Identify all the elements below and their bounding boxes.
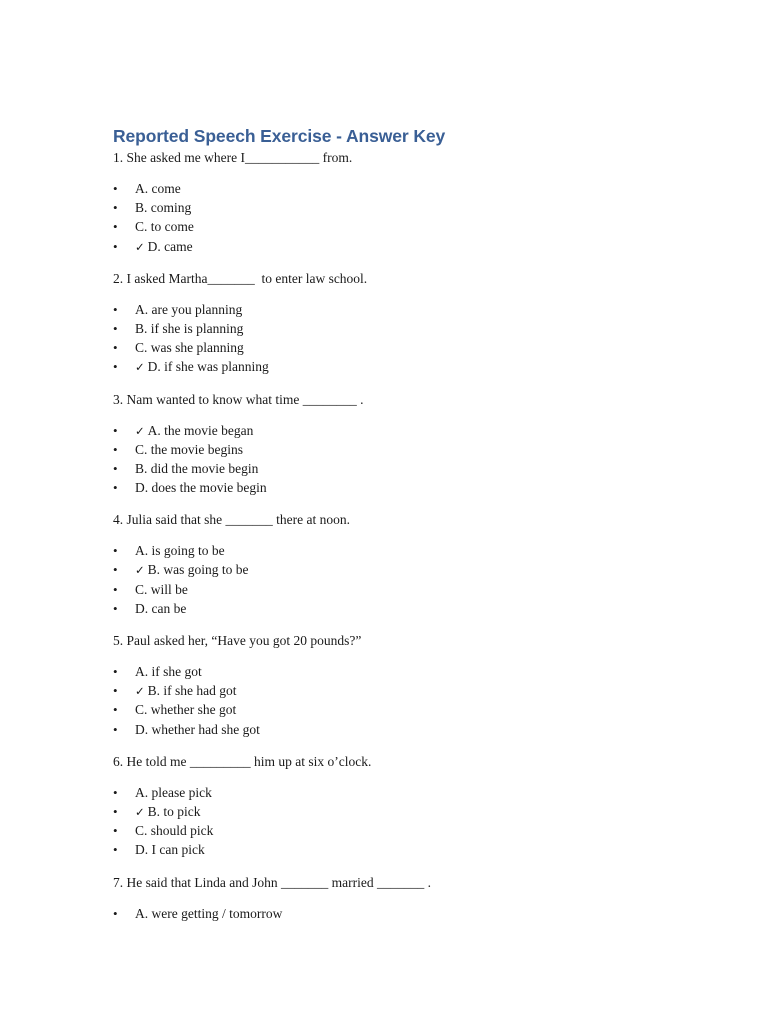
answer-option (113, 237, 713, 256)
bullet-icon: • (113, 422, 118, 438)
check-mark-icon: ✓ (135, 360, 145, 375)
bullet-icon: • (113, 301, 118, 317)
answer-options (113, 904, 713, 923)
answer-option (113, 681, 713, 700)
answer-option (113, 319, 713, 338)
answer-option-label: B. coming (135, 200, 192, 216)
bullet-icon: • (113, 238, 118, 254)
answer-option (113, 217, 713, 236)
answer-option-label: A. the movie began (147, 422, 254, 438)
bullet-icon: • (113, 543, 118, 559)
bullet-icon: • (113, 905, 118, 921)
answer-options (113, 179, 713, 256)
question-text: 2. I asked Martha_______ to enter law school. (113, 270, 368, 286)
answer-option (113, 904, 713, 923)
answer-option (113, 580, 713, 599)
answer-option-label: B. was going to be (147, 562, 249, 578)
bullet-icon: • (113, 562, 118, 578)
check-mark-icon: ✓ (135, 239, 145, 254)
answer-option (113, 720, 713, 739)
answer-option (113, 802, 713, 821)
answer-options (113, 662, 713, 739)
answer-option (113, 440, 713, 459)
bullet-icon: • (113, 200, 118, 216)
question-text: 6. He told me _________ him up at six o’clock. (113, 753, 372, 769)
answer-option-label: C. whether she got (135, 702, 237, 718)
answer-option (113, 840, 713, 859)
answer-option (113, 300, 713, 319)
answer-option (113, 700, 713, 719)
answer-option-label: A. are you planning (135, 301, 243, 317)
answer-option-label: A. come (135, 181, 181, 196)
answer-option-label: D. if she was planning (147, 359, 269, 375)
answer-option-label: A. if she got (135, 664, 202, 679)
check-mark-icon: ✓ (135, 684, 145, 699)
document-page (113, 124, 713, 936)
answer-option-label: B. did the movie begin (135, 460, 259, 476)
answer-option (113, 198, 713, 217)
answer-option-label: A. is going to be (135, 543, 225, 559)
answer-option-label: C. to come (135, 219, 194, 235)
bullet-icon: • (113, 683, 118, 699)
answer-option-label: D. came (147, 238, 193, 254)
answer-options (113, 300, 713, 377)
answer-option (113, 541, 713, 560)
answer-option (113, 783, 713, 802)
bullet-icon: • (113, 441, 118, 457)
answer-option-label: A. please pick (135, 784, 212, 800)
answer-option-label: A. were getting / tomorrow (135, 905, 283, 921)
bullet-icon: • (113, 803, 118, 819)
answer-option (113, 338, 713, 357)
answer-options (113, 421, 713, 498)
check-mark-icon: ✓ (135, 563, 145, 578)
answer-option-label: D. I can pick (135, 842, 205, 858)
bullet-icon: • (113, 721, 118, 737)
answer-option (113, 821, 713, 840)
answer-option-label: B. to pick (147, 803, 201, 819)
answer-option-label: D. does the movie begin (135, 480, 267, 496)
answer-option (113, 560, 713, 579)
answer-option-label: D. can be (135, 600, 187, 616)
bullet-icon: • (113, 480, 118, 496)
answer-option-label: B. if she had got (147, 683, 237, 699)
check-mark-icon: ✓ (135, 423, 145, 438)
question-text: 1. She asked me where I___________ from. (113, 150, 353, 165)
bullet-icon: • (113, 784, 118, 800)
answer-option-label: D. whether had she got (135, 721, 260, 737)
answer-options (113, 541, 713, 618)
answer-option (113, 179, 713, 198)
bullet-icon: • (113, 842, 118, 858)
bullet-icon: • (113, 664, 118, 679)
answer-option-label: B. if she is planning (135, 320, 244, 336)
question-text: 4. Julia said that she _______ there at noon. (113, 512, 350, 528)
bullet-icon: • (113, 320, 118, 336)
answer-option-label: C. the movie begins (135, 441, 243, 457)
bullet-icon: • (113, 702, 118, 718)
bullet-icon: • (113, 359, 118, 375)
bullet-icon: • (113, 823, 118, 839)
answer-option (113, 357, 713, 376)
question-text: 5. Paul asked her, “Have you got 20 pounds?” (113, 633, 362, 648)
answer-option (113, 478, 713, 497)
answer-options (113, 783, 713, 860)
bullet-icon: • (113, 219, 118, 235)
check-mark-icon: ✓ (135, 804, 145, 819)
answer-option (113, 599, 713, 618)
question-list (113, 148, 713, 923)
bullet-icon: • (113, 460, 118, 476)
answer-option (113, 662, 713, 681)
answer-option-label: C. will be (135, 581, 188, 597)
answer-option (113, 459, 713, 478)
bullet-icon: • (113, 340, 118, 356)
bullet-icon: • (113, 600, 118, 616)
question-text: 7. He said that Linda and John _______ married _______ . (113, 874, 431, 890)
bullet-icon: • (113, 181, 118, 196)
bullet-icon: • (113, 581, 118, 597)
answer-option (113, 421, 713, 440)
answer-option-label: C. should pick (135, 823, 214, 839)
document-title: Reported Speech Exercise - Answer Key (113, 126, 446, 146)
question-text: 3. Nam wanted to know what time ________ . (113, 391, 364, 407)
answer-option-label: C. was she planning (135, 340, 244, 356)
